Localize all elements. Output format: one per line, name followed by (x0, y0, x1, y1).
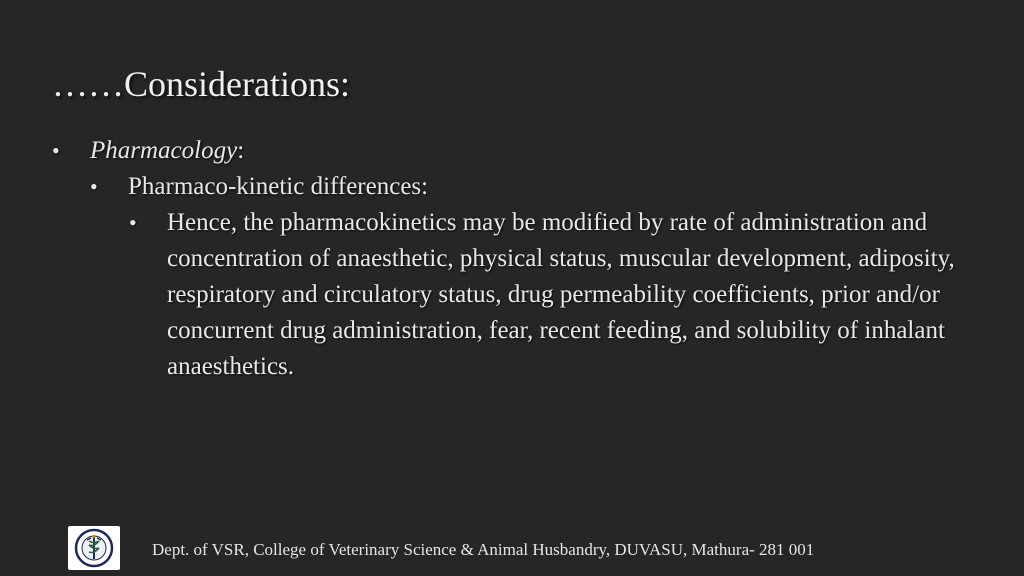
bullet-level-1-text (90, 133, 244, 169)
bullet-marker: • (52, 138, 60, 163)
bullet-marker: • (129, 210, 137, 235)
slide-title: ……Considerations: (52, 64, 350, 104)
bullet-level-2 (90, 169, 428, 205)
bullet-level-3-text: Hence, the pharmacokinetics may be modified by rate of administration and concentration of anaesthetic, physical status, muscular development, adiposity, respiratory and circulatory status, drug permeability coefficients, prior and/or concurrent drug administration, fear, recent feeding, and solubility of inhalant anaesthetics. (167, 209, 955, 380)
label-colon: : (237, 137, 245, 164)
bullet-marker: • (90, 174, 98, 199)
pharmacology-label: Pharmacology (90, 137, 238, 164)
bullet-level-3 (129, 205, 957, 385)
footer-text: Dept. of VSR, College of Veterinary Science & Animal Husbandry, DUVASU, Mathura- 281 001 (152, 540, 815, 559)
footer (68, 526, 120, 570)
bullet-level-1 (52, 133, 244, 169)
university-seal-icon (68, 526, 120, 570)
bullet-level-2-text: Pharmaco-kinetic differences: (128, 173, 429, 200)
